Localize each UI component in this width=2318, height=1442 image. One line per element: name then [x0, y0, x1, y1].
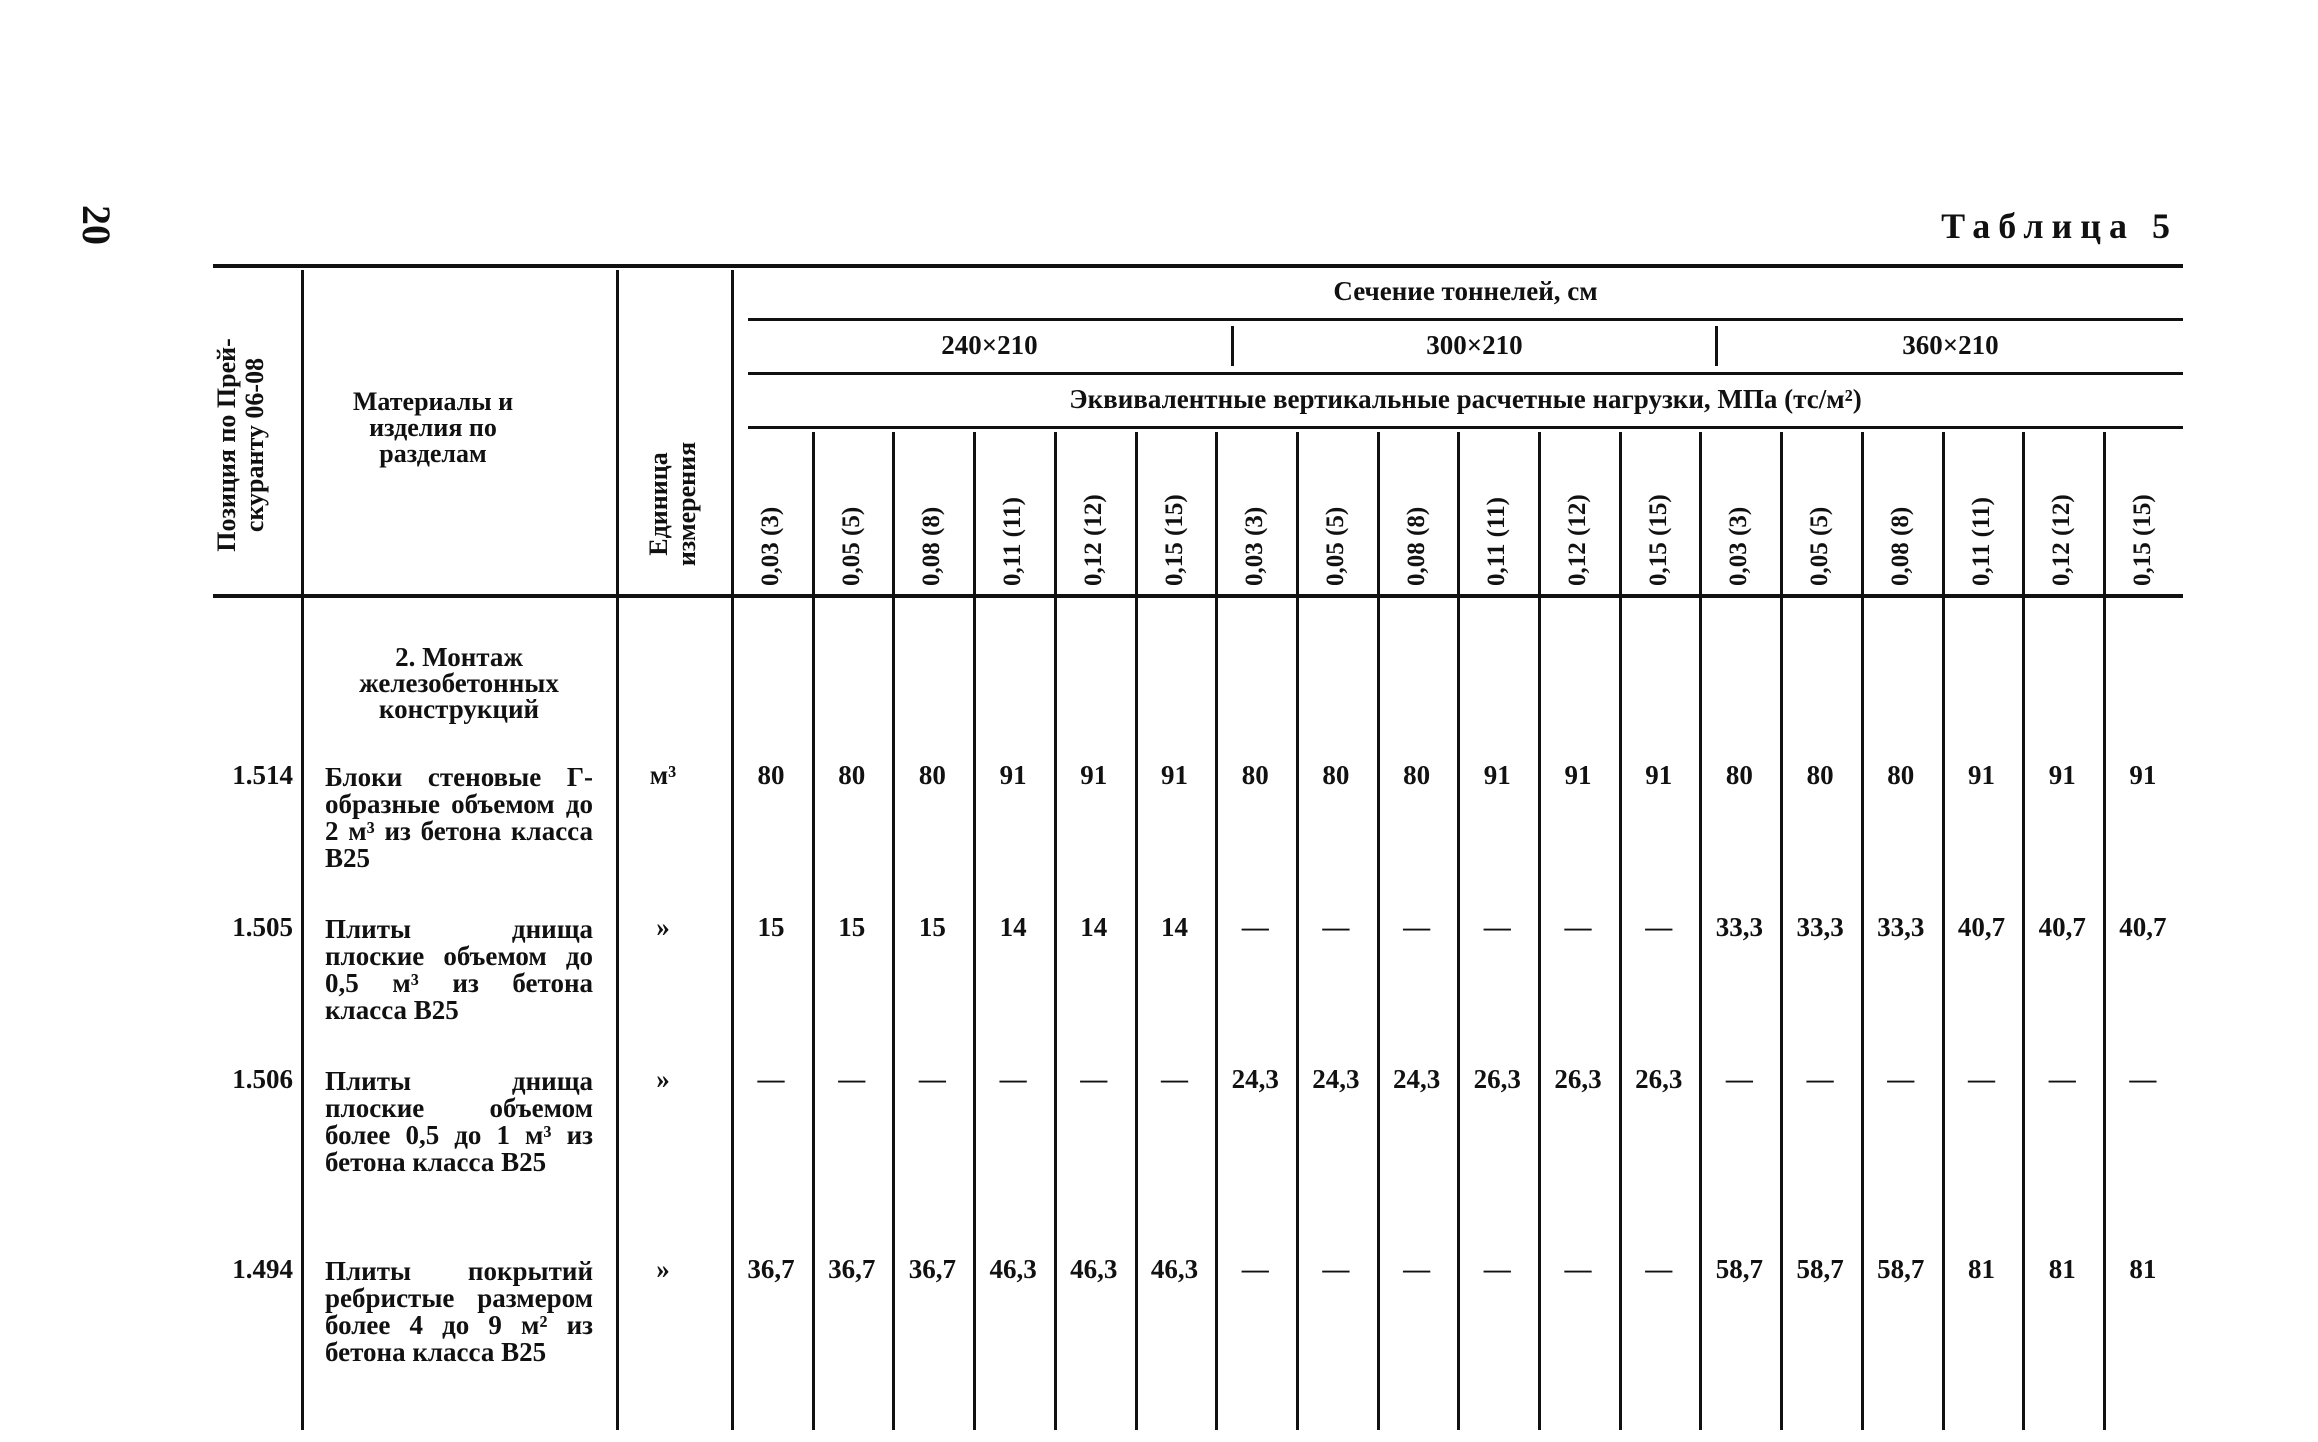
- table-cell: 26,3: [1473, 1064, 1521, 1094]
- table-cell: 36,7: [908, 1254, 957, 1284]
- table-cell: 40,7: [1957, 912, 2006, 942]
- table-cell: 80: [838, 760, 866, 790]
- data-table: [213, 264, 2183, 1434]
- load-column-header: 0,03 (3): [757, 506, 784, 586]
- table-cell: 91: [1564, 760, 1592, 790]
- table-cell: 46,3: [989, 1254, 1037, 1284]
- table-cell: 80: [757, 760, 785, 790]
- table-cell: 46,3: [1070, 1254, 1118, 1284]
- table-cell: 91: [1161, 760, 1188, 790]
- load-column-header: 0,11 (11): [999, 497, 1027, 586]
- load-column-header: 0,12 (12): [1079, 494, 1107, 586]
- table-cell: —: [1564, 1254, 1592, 1284]
- table-cell: —: [1403, 912, 1431, 942]
- row-unit: »: [656, 1254, 670, 1284]
- table-cell: 58,7: [1796, 1254, 1844, 1284]
- section-header: Сечение тоннелей, см: [1333, 276, 1598, 306]
- table-cell: 14: [999, 912, 1027, 942]
- load-column-header: 0,15 (15): [2128, 494, 2156, 586]
- col-divider-pos: [301, 270, 304, 1430]
- table-cell: 33,3: [1796, 912, 1844, 942]
- table-cell: 58,7: [1877, 1254, 1925, 1284]
- table-cell: —: [1161, 1064, 1188, 1094]
- table-cell: 24,3: [1312, 1064, 1360, 1094]
- load-column-header: 0,08 (8): [918, 506, 946, 586]
- row-unit: »: [656, 912, 670, 942]
- table-cell: —: [1725, 1064, 1753, 1094]
- table-cell: 33,3: [1715, 912, 1764, 942]
- table-cell: —: [1241, 912, 1269, 942]
- table-cell: 40,7: [2119, 912, 2167, 942]
- unit-header: Единица измерения: [644, 441, 701, 567]
- header-bottom-rule: [213, 594, 2183, 598]
- table-cell: —: [1887, 1064, 1915, 1094]
- row-material-name: Плиты днища плоские объемом до 0,5 м³ из бетона класса В25: [325, 914, 593, 1025]
- table-cell: 40,7: [2038, 912, 2086, 942]
- load-column-header: 0,03 (3): [1241, 506, 1269, 586]
- table-cell: —: [1322, 1254, 1350, 1284]
- table-cell: 91: [1968, 760, 1995, 790]
- table-cell: 58,7: [1715, 1254, 1764, 1284]
- table-cell: 24,3: [1231, 1064, 1279, 1094]
- row-material-name: Блоки стеновые Г-образные объемом до 2 м³ из бетона класса В25: [325, 762, 593, 873]
- section-rule: [748, 318, 2183, 321]
- load-column-header: 0,12 (12): [2048, 494, 2076, 586]
- load-column-header: 0,03 (3): [1725, 506, 1753, 586]
- load-column-header: 0,05 (5): [837, 506, 865, 586]
- table-cell: 26,3: [1554, 1064, 1602, 1094]
- table-cell: —: [838, 1064, 866, 1094]
- table-cell: 24,3: [1392, 1064, 1441, 1094]
- table-cell: 80: [1806, 760, 1834, 790]
- table-cell: 91: [1645, 760, 1673, 790]
- row-unit: »: [656, 1064, 670, 1094]
- table-cell: —: [1806, 1064, 1834, 1094]
- table-cell: —: [1080, 1064, 1108, 1094]
- table-top-rule: [213, 264, 2183, 268]
- table-cell: —: [1564, 912, 1592, 942]
- table-cell: 91: [2048, 760, 2076, 790]
- table-cell: 80: [1241, 760, 1269, 790]
- load-column-header: 0,11 (11): [1483, 497, 1511, 586]
- table-cell: 15: [757, 912, 785, 942]
- loads-header: Эквивалентные вертикальные расчетные нагрузки, МПа (тс/м²): [1069, 384, 1862, 414]
- table-cell: —: [1968, 1064, 1995, 1094]
- table-cell: —: [1483, 1254, 1511, 1284]
- size-360x210: 360×210: [1902, 330, 1999, 360]
- row-position: 1.514: [232, 760, 293, 790]
- row-material-name: Плиты покрытий ребристые размером более 4 до 9 м² из бетона класса В25: [325, 1256, 593, 1367]
- table-cell: —: [1483, 912, 1511, 942]
- table-cell: —: [757, 1064, 785, 1094]
- col-divider-materials: [616, 270, 619, 1430]
- row-position: 1.505: [232, 912, 293, 942]
- load-column-header: 0,15 (15): [1644, 494, 1672, 586]
- table-cell: 36,7: [828, 1254, 876, 1284]
- load-column-header: 0,15 (15): [1160, 494, 1188, 586]
- size-300x210: 300×210: [1426, 330, 1523, 360]
- row-material-name: Плиты днища плоские объемом более 0,5 до 1 м³ из бетона класса В25: [325, 1066, 593, 1177]
- table-cell: 80: [1887, 760, 1915, 790]
- materials-header: Материалы и изделия по разделам: [352, 387, 514, 468]
- row-position: 1.494: [232, 1254, 293, 1284]
- table-cell: 14: [1161, 912, 1188, 942]
- load-column-header: 0,05 (5): [1806, 506, 1834, 586]
- section-title: 2. Монтаж железобетонных конструкций: [359, 642, 559, 724]
- table-cell: 91: [2129, 760, 2157, 790]
- table-cell: —: [918, 1064, 946, 1094]
- table-cell: 91: [1080, 760, 1108, 790]
- table-cell: —: [1403, 1254, 1431, 1284]
- table-cell: 80: [918, 760, 946, 790]
- table-cell: 15: [918, 912, 946, 942]
- table-cell: 15: [838, 912, 866, 942]
- load-column-header: 0,08 (8): [1402, 506, 1430, 586]
- table-cell: 80: [1322, 760, 1350, 790]
- table-cell: 91: [1483, 760, 1511, 790]
- page-number: 20: [74, 205, 119, 245]
- table-cell: 80: [1403, 760, 1431, 790]
- load-column-header: 0,11 (11): [1967, 497, 1995, 586]
- table-cell: 33,3: [1877, 912, 1925, 942]
- table-cell: —: [1322, 912, 1350, 942]
- load-column-header: 0,12 (12): [1564, 494, 1591, 586]
- table-cell: 81: [2129, 1254, 2157, 1284]
- sizes-rule: [748, 372, 2183, 375]
- load-column-header: 0,08 (8): [1886, 506, 1914, 586]
- table-cell: 81: [2048, 1254, 2076, 1284]
- table-cell: —: [999, 1064, 1027, 1094]
- row-position: 1.506: [232, 1064, 293, 1094]
- table-cell: 80: [1725, 760, 1753, 790]
- row-unit: м³: [649, 760, 677, 790]
- table-cell: 46,3: [1150, 1254, 1199, 1284]
- size-240x210: 240×210: [941, 330, 1038, 360]
- table-cell: —: [1645, 912, 1673, 942]
- table-cell: 26,3: [1635, 1064, 1683, 1094]
- table-cell: —: [1645, 1254, 1673, 1284]
- table-cell: 14: [1080, 912, 1108, 942]
- table-cell: —: [2129, 1064, 2157, 1094]
- table-cell: 36,7: [747, 1254, 795, 1284]
- table-cell: 91: [999, 760, 1027, 790]
- table-cell: 81: [1968, 1254, 1995, 1284]
- table-title: Таблица 5: [1941, 206, 2178, 246]
- table-cell: —: [1241, 1254, 1269, 1284]
- position-header: Позиция по Прей-скуранту 06-08: [212, 338, 269, 552]
- table-cell: —: [2048, 1064, 2076, 1094]
- loads-rule: [748, 426, 2183, 429]
- load-column-header: 0,05 (5): [1321, 506, 1349, 586]
